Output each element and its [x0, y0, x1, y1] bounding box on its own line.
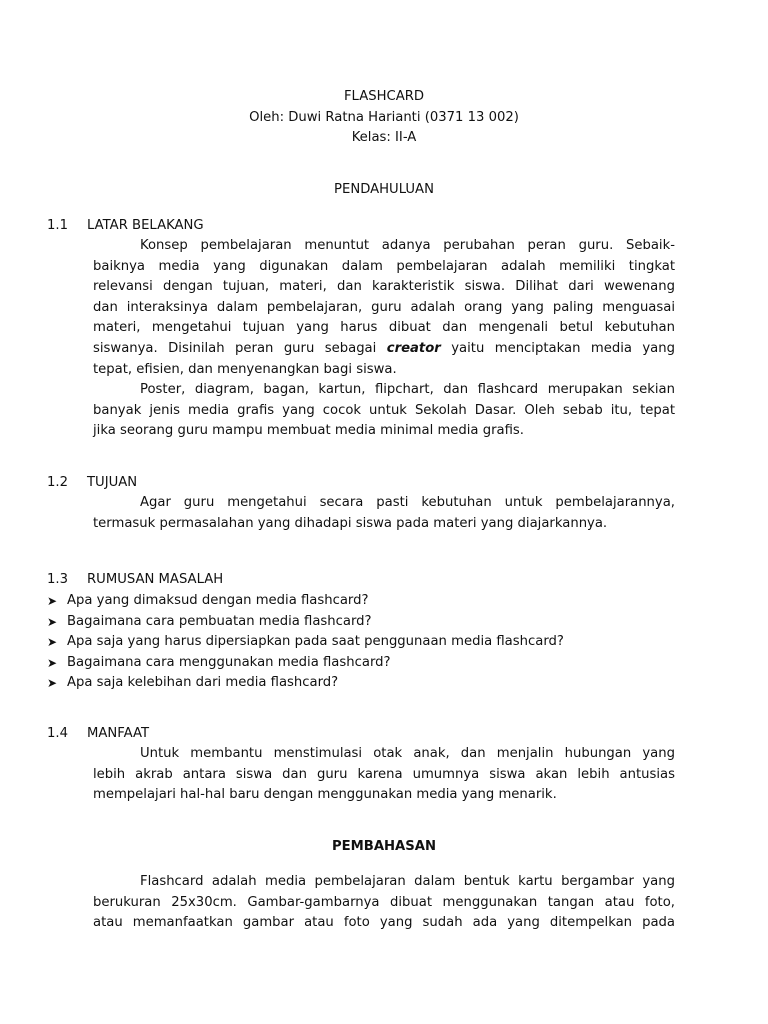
tujuan-paragraph: [93, 493, 675, 534]
section-number-1-1: 1.1: [47, 218, 68, 233]
latar-belakang-paragraph-2: [93, 380, 675, 442]
section-number-1-4: 1.4: [47, 726, 68, 741]
arrowhead-bullet-icon: ➤: [47, 676, 58, 691]
paragraph-line: jika seorang guru mampu membuat media minimal media grafis.: [93, 423, 524, 439]
paragraph-line: relevansi dengan tujuan, materi, dan karakteristik siswa. Dilihat dari wewenang: [93, 279, 675, 295]
section-title-tujuan: TUJUAN: [87, 475, 138, 490]
list-item-text: Bagaimana cara menggunakan media flashcard?: [67, 654, 391, 670]
paragraph-line: banyak jenis media grafis yang cocok untuk Sekolah Dasar. Oleh sebab itu, tepat: [93, 402, 675, 418]
creator-term: creator: [386, 340, 441, 356]
section-title-rumusan-masalah: RUMUSAN MASALAH: [87, 572, 224, 587]
list-item-text: Apa saja kelebihan dari media flashcard?: [67, 675, 339, 691]
line-text-before-term: siswanya. Disinilah peran guru sebagai: [93, 340, 377, 356]
arrowhead-bullet-icon: ➤: [47, 614, 58, 629]
paragraph-line: berukuran 25x30cm. Gambar-gambarnya dibuat menggunakan tangan atau foto,: [93, 894, 675, 910]
list-item-text: Bagaimana cara pembuatan media flashcard?: [67, 613, 372, 629]
paragraph-line: Konsep pembelajaran menuntut adanya perubahan peran guru. Sebaik-: [140, 238, 675, 253]
arrowhead-bullet-icon: ➤: [47, 655, 58, 670]
paragraph-line: termasuk permasalahan yang dihadapi siswa pada materi yang diajarkannya.: [93, 515, 608, 531]
list-item: [47, 673, 564, 694]
paragraph-line: dan interaksinya dalam pembelajaran, guru adalah orang yang paling menguasai: [93, 299, 675, 315]
pembahasan-paragraph: [93, 872, 675, 934]
paragraph-line: tepat, efisien, dan menyenangkan bagi siswa.: [93, 361, 397, 377]
list-item-text: Apa saja yang harus dipersiapkan pada saat penggunaan media flashcard?: [67, 634, 564, 650]
section-number-1-2: 1.2: [47, 475, 68, 490]
paragraph-line: Untuk membantu menstimulasi otak anak, dan menjalin hubungan yang: [140, 746, 675, 761]
list-item: [47, 612, 564, 633]
arrowhead-bullet-icon: ➤: [47, 594, 58, 608]
arrowhead-bullet-icon: ➤: [47, 635, 58, 650]
rumusan-masalah-list: [47, 591, 564, 694]
author-line: Oleh: Duwi Ratna Harianti (0371 13 002): [249, 110, 519, 125]
paragraph-line: baiknya media yang digunakan dalam pembelajaran adalah memiliki tingkat: [93, 258, 675, 274]
class-line: Kelas: II-A: [351, 130, 417, 145]
section-title-latar-belakang: LATAR BELAKANG: [87, 218, 204, 233]
line-text-after-term: yaitu menciptakan media yang: [451, 340, 675, 356]
paragraph-line: mempelajari hal-hal baru dengan menggunakan media yang menarik.: [93, 787, 557, 803]
manfaat-paragraph: [93, 744, 675, 806]
pendahuluan-heading: PENDAHULUAN: [334, 182, 434, 197]
latar-belakang-paragraph-1: [93, 236, 675, 380]
section-title-manfaat: MANFAAT: [87, 726, 150, 741]
pembahasan-heading: PEMBAHASAN: [331, 839, 437, 854]
list-item: [47, 653, 564, 674]
paragraph-line: Agar guru mengetahui secara pasti kebutuhan untuk pembelajarannya,: [140, 495, 675, 510]
list-item: [47, 632, 564, 653]
paragraph-line: atau memanfaatkan gambar atau foto yang sudah ada yang ditempelkan pada: [93, 915, 675, 931]
section-number-1-3: 1.3: [47, 572, 68, 587]
paragraph-line: Poster, diagram, bagan, kartun, flipchart, dan flashcard merupakan sekian: [140, 382, 675, 397]
document-title: FLASHCARD: [343, 89, 425, 104]
list-item: [47, 591, 564, 612]
paragraph-line: lebih akrab antara siswa dan guru karena umumnya siswa akan lebih antusias: [93, 766, 675, 782]
paragraph-line: materi, mengetahui tujuan yang harus dibuat dan mengenali betul kebutuhan: [93, 320, 675, 336]
paragraph-line: Flashcard adalah media pembelajaran dalam bentuk kartu bergambar yang: [140, 874, 675, 889]
paragraph-line: [93, 339, 675, 360]
list-item-text: Apa yang dimaksud dengan media flashcard?: [67, 593, 369, 608]
